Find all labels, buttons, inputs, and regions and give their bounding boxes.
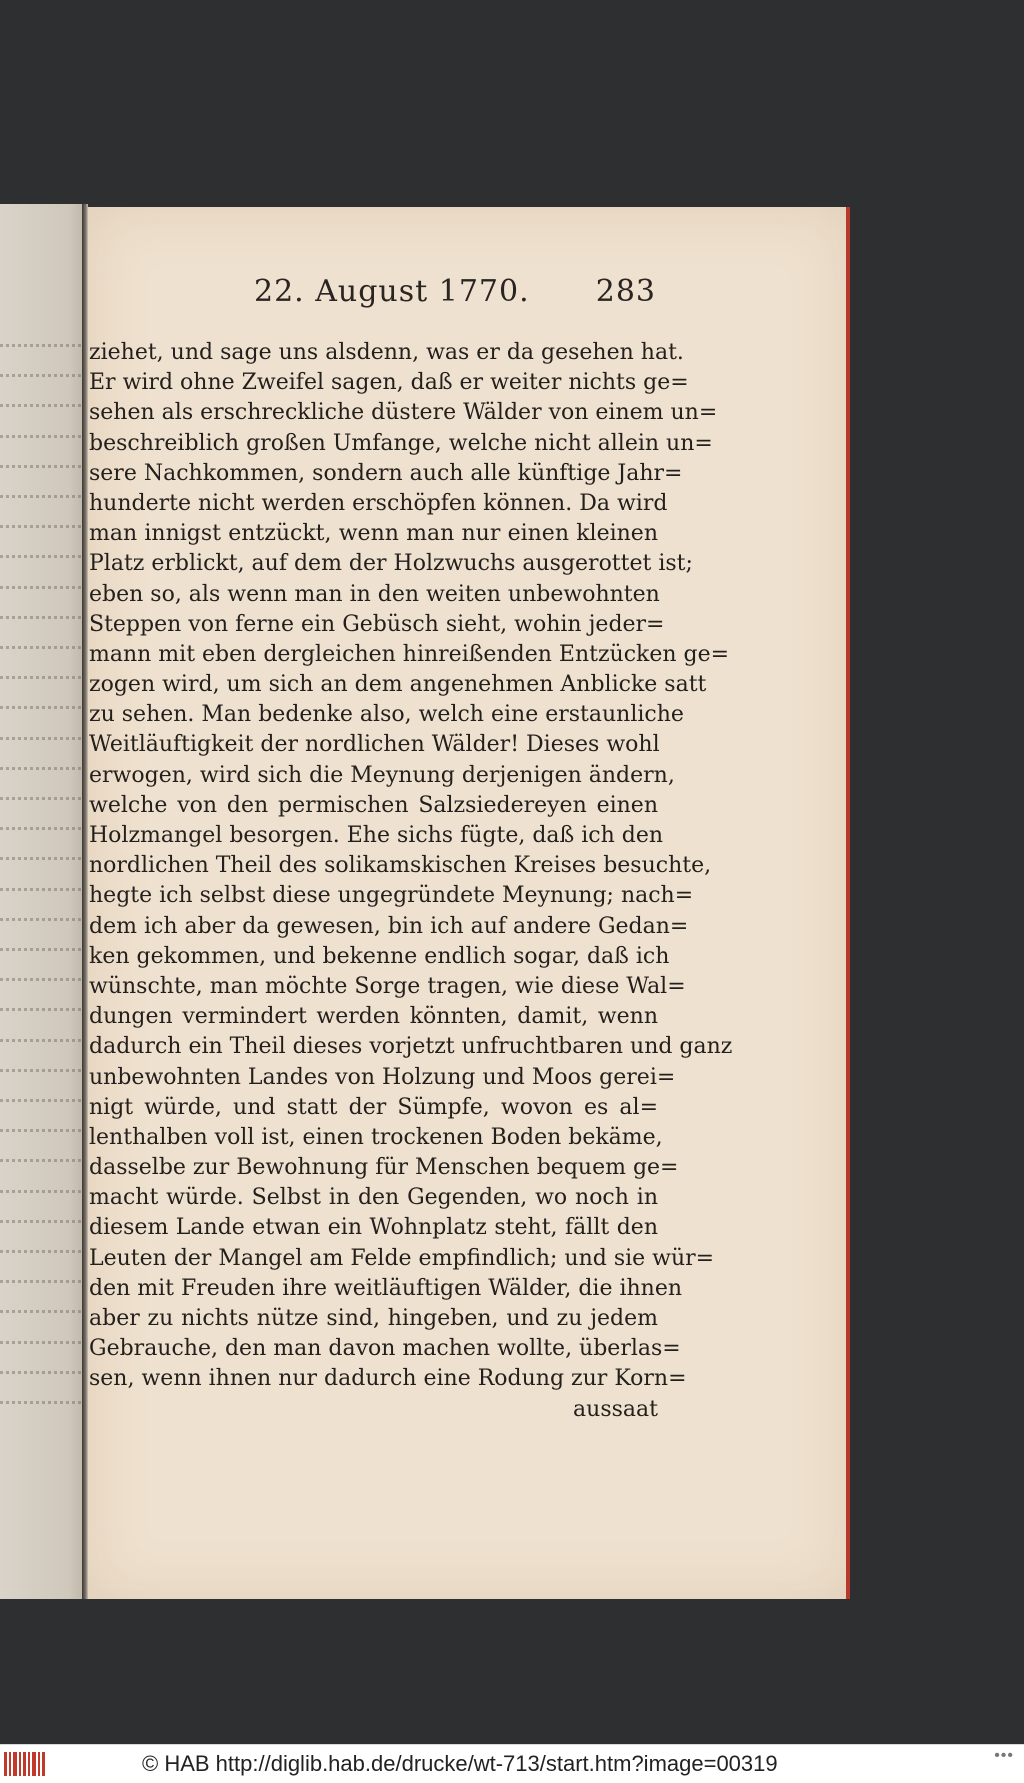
- text-line: aber zu nichts nütze sind, hingeben, und zu jedem: [89, 1306, 658, 1331]
- text-line: man innigst entzückt, wenn man nur einen kleinen: [89, 521, 658, 547]
- copyright-url-text: © HAB http://diglib.hab.de/drucke/wt-713/start.htm?image=00319: [142, 1751, 778, 1776]
- bleed-through-text-mark: [0, 918, 84, 921]
- text-line: dem ich aber da gewesen, bin ich auf andere Gedan=: [89, 913, 689, 939]
- text-line: hegte ich selbst diese ungegründete Meynung; nach=: [89, 883, 694, 909]
- text-line: lenthalben voll ist, einen trockenen Boden bekäme,: [89, 1124, 663, 1150]
- bleed-through-text-mark: [0, 646, 84, 649]
- bleed-through-text-mark: [0, 404, 84, 407]
- more-dots-icon[interactable]: •••: [994, 1747, 1014, 1764]
- page-header: [88, 274, 850, 318]
- text-line: Er wird ohne Zweifel sagen, daß er weiter nichts ge=: [89, 370, 689, 396]
- text-line: aussaat: [573, 1396, 658, 1422]
- text-line: wünschte, man möchte Sorge tragen, wie diese Wal=: [89, 973, 686, 999]
- text-line: dadurch ein Theil dieses vorjetzt unfruchtbaren und ganz: [89, 1034, 733, 1060]
- bleed-through-text-mark: [0, 1371, 84, 1374]
- text-line: zogen wird, um sich an dem angenehmen Anblicke satt: [89, 672, 707, 698]
- text-line: mann mit eben dergleichen hinreißenden Entzücken ge=: [89, 641, 730, 667]
- bleed-through-text-mark: [0, 465, 84, 468]
- text-line: ziehet, und sage uns alsdenn, was er da gesehen hat.: [89, 340, 684, 365]
- running-title: 22. August 1770.: [254, 274, 530, 309]
- bleed-through-text-mark: [0, 797, 84, 800]
- text-line: nigt würde, und statt der Sümpfe, wovon es al=: [89, 1094, 658, 1120]
- bleed-through-text-mark: [0, 888, 84, 891]
- bleed-through-text-mark: [0, 586, 84, 589]
- bleed-through-text-mark: [0, 1099, 84, 1102]
- text-line: Platz erblickt, auf dem der Holzwuchs ausgerottet ist;: [89, 551, 693, 577]
- bleed-through-text-mark: [0, 737, 84, 740]
- text-line: Holzmangel besorgen. Ehe sichs fügte, daß ich den: [89, 823, 664, 848]
- bleed-through-text-mark: [0, 1190, 84, 1193]
- text-line: unbewohnten Landes von Holzung und Moos gerei=: [89, 1064, 676, 1090]
- bleed-through-text-mark: [0, 1341, 84, 1344]
- text-line: Steppen von ferne ein Gebüsch sieht, wohin jeder=: [89, 611, 665, 637]
- text-line: dasselbe zur Bewohnung für Menschen bequem ge=: [89, 1155, 679, 1181]
- bleed-through-text-mark: [0, 525, 84, 528]
- bleed-through-text-mark: [0, 495, 84, 498]
- text-line: beschreiblich großen Umfange, welche nicht allein un=: [89, 430, 713, 456]
- bleed-through-text-mark: [0, 706, 84, 709]
- bleed-through-text-mark: [0, 1310, 84, 1313]
- bleed-through-text-mark: [0, 1159, 84, 1162]
- bleed-through-text-mark: [0, 948, 84, 951]
- text-line: sehen als erschreckliche düstere Wälder von einem un=: [89, 400, 718, 426]
- hab-barcode-logo-icon: [4, 1752, 48, 1776]
- bleed-through-text-mark: [0, 555, 84, 558]
- text-line: Leuten der Mangel am Felde empfindlich; und sie wür=: [89, 1245, 715, 1271]
- text-line: nordlichen Theil des solikamskischen Kreises besuchte,: [89, 853, 712, 879]
- text-line: ken gekommen, und bekenne endlich sogar, daß ich: [89, 943, 670, 969]
- text-line: dungen vermindert werden könnten, damit, wenn: [89, 1004, 658, 1030]
- text-line: eben so, als wenn man in den weiten unbewohnten: [89, 581, 660, 607]
- bleed-through-text-mark: [0, 978, 84, 981]
- bleed-through-text-mark: [0, 857, 84, 860]
- text-line: erwogen, wird sich die Meynung derjenigen ändern,: [89, 762, 675, 788]
- bleed-through-text-mark: [0, 616, 84, 619]
- bleed-through-text-mark: [0, 767, 84, 770]
- bleed-through-text-mark: [0, 827, 84, 830]
- text-line: diesem Lande etwan ein Wohnplatz steht, fällt den: [89, 1215, 658, 1241]
- bleed-through-text-mark: [0, 676, 84, 679]
- bleed-through-text-mark: [0, 1008, 84, 1011]
- bleed-through-text-mark: [0, 374, 84, 377]
- book-page: [88, 207, 850, 1599]
- bleed-through-text-mark: [0, 1069, 84, 1072]
- bleed-through-text-mark: [0, 1401, 84, 1404]
- text-line: Weitläuftigkeit der nordlichen Wälder! Dieses wohl: [89, 732, 660, 758]
- bleed-through-text-mark: [0, 1129, 84, 1132]
- text-line: Gebrauche, den man davon machen wollte, überlas=: [89, 1336, 681, 1362]
- text-line: sere Nachkommen, sondern auch alle künftige Jahr=: [89, 460, 683, 486]
- bleed-through-text-mark: [0, 435, 84, 438]
- bleed-through-text-mark: [0, 344, 84, 347]
- footer-bar: [0, 1744, 1024, 1783]
- text-line: zu sehen. Man bedenke also, welch eine erstaunliche: [89, 702, 684, 728]
- text-line: den mit Freuden ihre weitläuftigen Wälder, die ihnen: [89, 1275, 683, 1301]
- bleed-through-text-mark: [0, 1280, 84, 1283]
- bleed-through-text-mark: [0, 1220, 84, 1223]
- text-line: macht würde. Selbst in den Gegenden, wo noch in: [89, 1185, 658, 1211]
- text-line: sen, wenn ihnen nur dadurch eine Rodung zur Korn=: [89, 1366, 687, 1392]
- bleed-through-text-mark: [0, 1039, 84, 1042]
- text-line: hunderte nicht werden erschöpfen können. Da wird: [89, 490, 668, 516]
- page-body-text: [88, 338, 733, 1425]
- bleed-through-text-mark: [0, 1250, 84, 1253]
- text-line: welche von den permischen Salzsiedereyen einen: [89, 792, 658, 818]
- previous-page-edge: [0, 204, 86, 1599]
- page-number: 283: [595, 274, 656, 309]
